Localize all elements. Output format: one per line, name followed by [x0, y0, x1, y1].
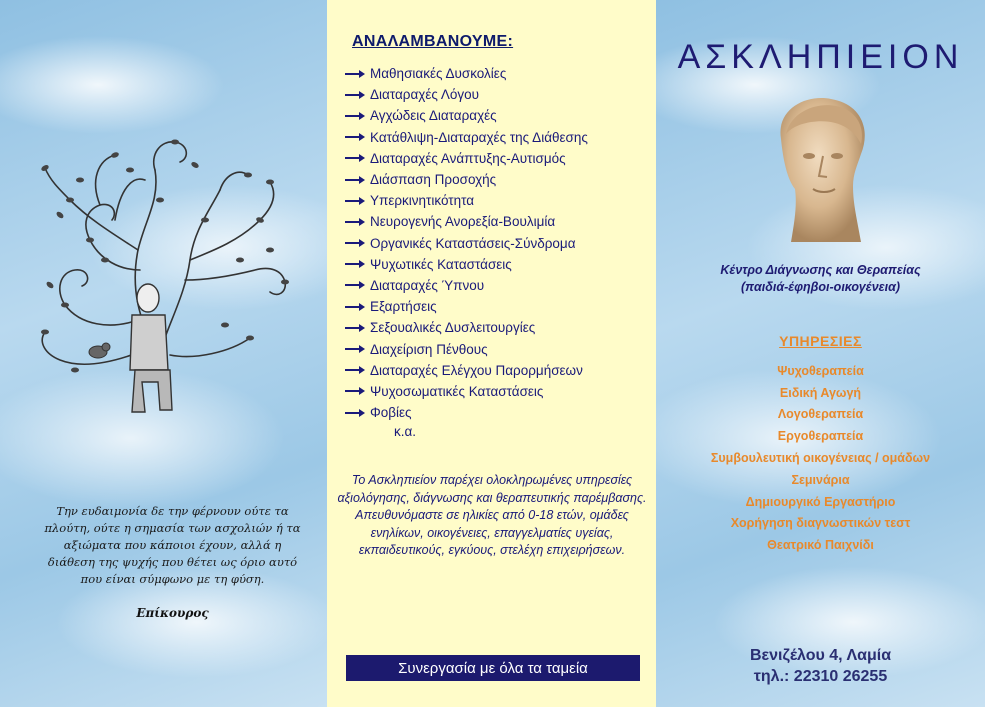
services-heading: ΥΠΗΡΕΣΙΕΣ [779, 333, 862, 349]
center-subtitle [656, 262, 985, 296]
arrow-icon [345, 111, 365, 121]
arrow-icon [345, 323, 365, 333]
right-panel [656, 0, 985, 707]
list-item-label: Οργανικές Καταστάσεις-Σύνδρομα [370, 235, 576, 251]
arrow-icon [345, 408, 365, 418]
arrow-icon [345, 153, 365, 163]
list-item [345, 296, 588, 317]
list-item [345, 381, 588, 402]
service-item: Λογοθεραπεία [777, 407, 864, 422]
list-item [345, 148, 588, 169]
list-item-label: Διαχείριση Πένθους [370, 341, 488, 357]
etc-label: κ.α. [394, 424, 417, 439]
list-item-label: Ψυχοσωματικές Καταστάσεις [370, 383, 544, 399]
list-item-label: Μαθησιακές Δυσκολίες [370, 66, 507, 82]
service-item: Θεατρικό Παιχνίδι [767, 538, 874, 553]
list-item [345, 190, 588, 211]
service-item: Ψυχοθεραπεία [777, 363, 864, 378]
list-item-label: Διάσπαση Προσοχής [370, 172, 497, 188]
list-item [345, 105, 588, 126]
arrow-icon [345, 365, 365, 375]
service-item: Δημιουργικό Εργαστήριο [745, 494, 896, 509]
list-item-label: Αγχώδεις Διαταραχές [370, 108, 497, 124]
list-item-label: Κατάθλιψη-Διαταραχές της Διάθεσης [370, 129, 588, 145]
list-item-label: Εξαρτήσεις [370, 299, 437, 315]
arrow-icon [345, 259, 365, 269]
list-item-label: Διαταραχές Λόγου [370, 87, 480, 103]
list-item [345, 211, 588, 232]
list-item [345, 317, 588, 338]
description-paragraph: Το Ασκληπιείον παρέχει ολοκληρωμένες υπηρεσίες αξιολόγησης, διάγνωσης και θεραπευτικής παρέμβασης. Απευθυνόμαστε σε ηλικίες από 0-18 ετών, ομάδες ενηλίκων, οικογένειες, επαγγελματίες υγείας, εκπαιδευτικούς, εγκύους, στελέχη επιχειρήσεων. [337, 473, 647, 557]
quote-author: Επίκουρος [136, 606, 209, 620]
list-item-label: Υπερκινητικότητα [370, 193, 475, 209]
center-subtitle-line1: Κέντρο Διάγνωσης και Θεραπείας [720, 263, 921, 277]
arrow-icon [345, 217, 365, 227]
list-item [345, 254, 588, 275]
list-item-label: Φοβίες [370, 405, 412, 421]
list-item-label: Σεξουαλικές Δυσλειτουργίες [370, 320, 536, 336]
list-item-label: Διαταραχές Ύπνου [370, 277, 485, 293]
conditions-heading: ΑΝΑΛΑΜΒΑΝΟΥΜΕ: [352, 33, 514, 50]
list-item-label: Νευρογενής Ανορεξία-Βουλιμία [370, 214, 556, 230]
arrow-icon [345, 344, 365, 354]
contact-block [656, 645, 985, 687]
list-item [345, 127, 588, 148]
conditions-list [345, 63, 588, 423]
service-item: Χορήγηση διαγνωστικών τεστ [730, 516, 911, 531]
asclepius-bust-image [761, 94, 881, 244]
tree-illustration [20, 120, 310, 430]
address-text: Βενιζέλου 4, Λαμία [749, 647, 892, 664]
list-item-label: Διαταραχές Ανάπτυξης-Αυτισμός [370, 150, 566, 166]
arrow-icon [345, 196, 365, 206]
service-item: Σεμινάρια [791, 472, 850, 487]
arrow-icon [345, 302, 365, 312]
insurance-banner: Συνεργασία με όλα τα ταμεία [346, 655, 640, 681]
list-item [345, 338, 588, 359]
list-item-label: Διαταραχές Ελέγχου Παρορμήσεων [370, 362, 583, 378]
brand-title: ΑΣΚΛΗΠΙΕΙΟΝ [677, 38, 964, 76]
list-item-label: Ψυχωτικές Καταστάσεις [370, 256, 512, 272]
list-item [345, 169, 588, 190]
phone-text: τηλ.: 22310 26255 [753, 668, 888, 685]
middle-panel [327, 0, 656, 707]
arrow-icon [345, 132, 365, 142]
arrow-icon [345, 238, 365, 248]
services-list [656, 360, 985, 556]
list-item [345, 63, 588, 84]
quote-text: Την ευδαιμονία δε την φέρνουν ούτε τα πλούτη, ούτε η σημασία των ασχολιών ή τα αξιώματα που κάποιοι έχουν, αλλά η διάθεση της ψυχής που θέτει ως όριο αυτό που είναι σύμφωνο με τη φύση. [44, 504, 301, 586]
arrow-icon [345, 280, 365, 290]
list-item [345, 275, 588, 296]
service-item: Ειδική Αγωγή [779, 385, 862, 400]
arrow-icon [345, 175, 365, 185]
arrow-icon [345, 69, 365, 79]
list-item [345, 233, 588, 254]
left-panel [0, 0, 327, 707]
list-item [345, 402, 588, 423]
center-subtitle-line2: (παιδιά-έφηβοι-οικογένεια) [740, 280, 901, 294]
arrow-icon [345, 386, 365, 396]
arrow-icon [345, 90, 365, 100]
service-item: Συμβουλευτική οικογένειας / ομάδων [710, 451, 931, 466]
list-item [345, 360, 588, 381]
list-item [345, 84, 588, 105]
service-item: Εργοθεραπεία [777, 429, 864, 444]
